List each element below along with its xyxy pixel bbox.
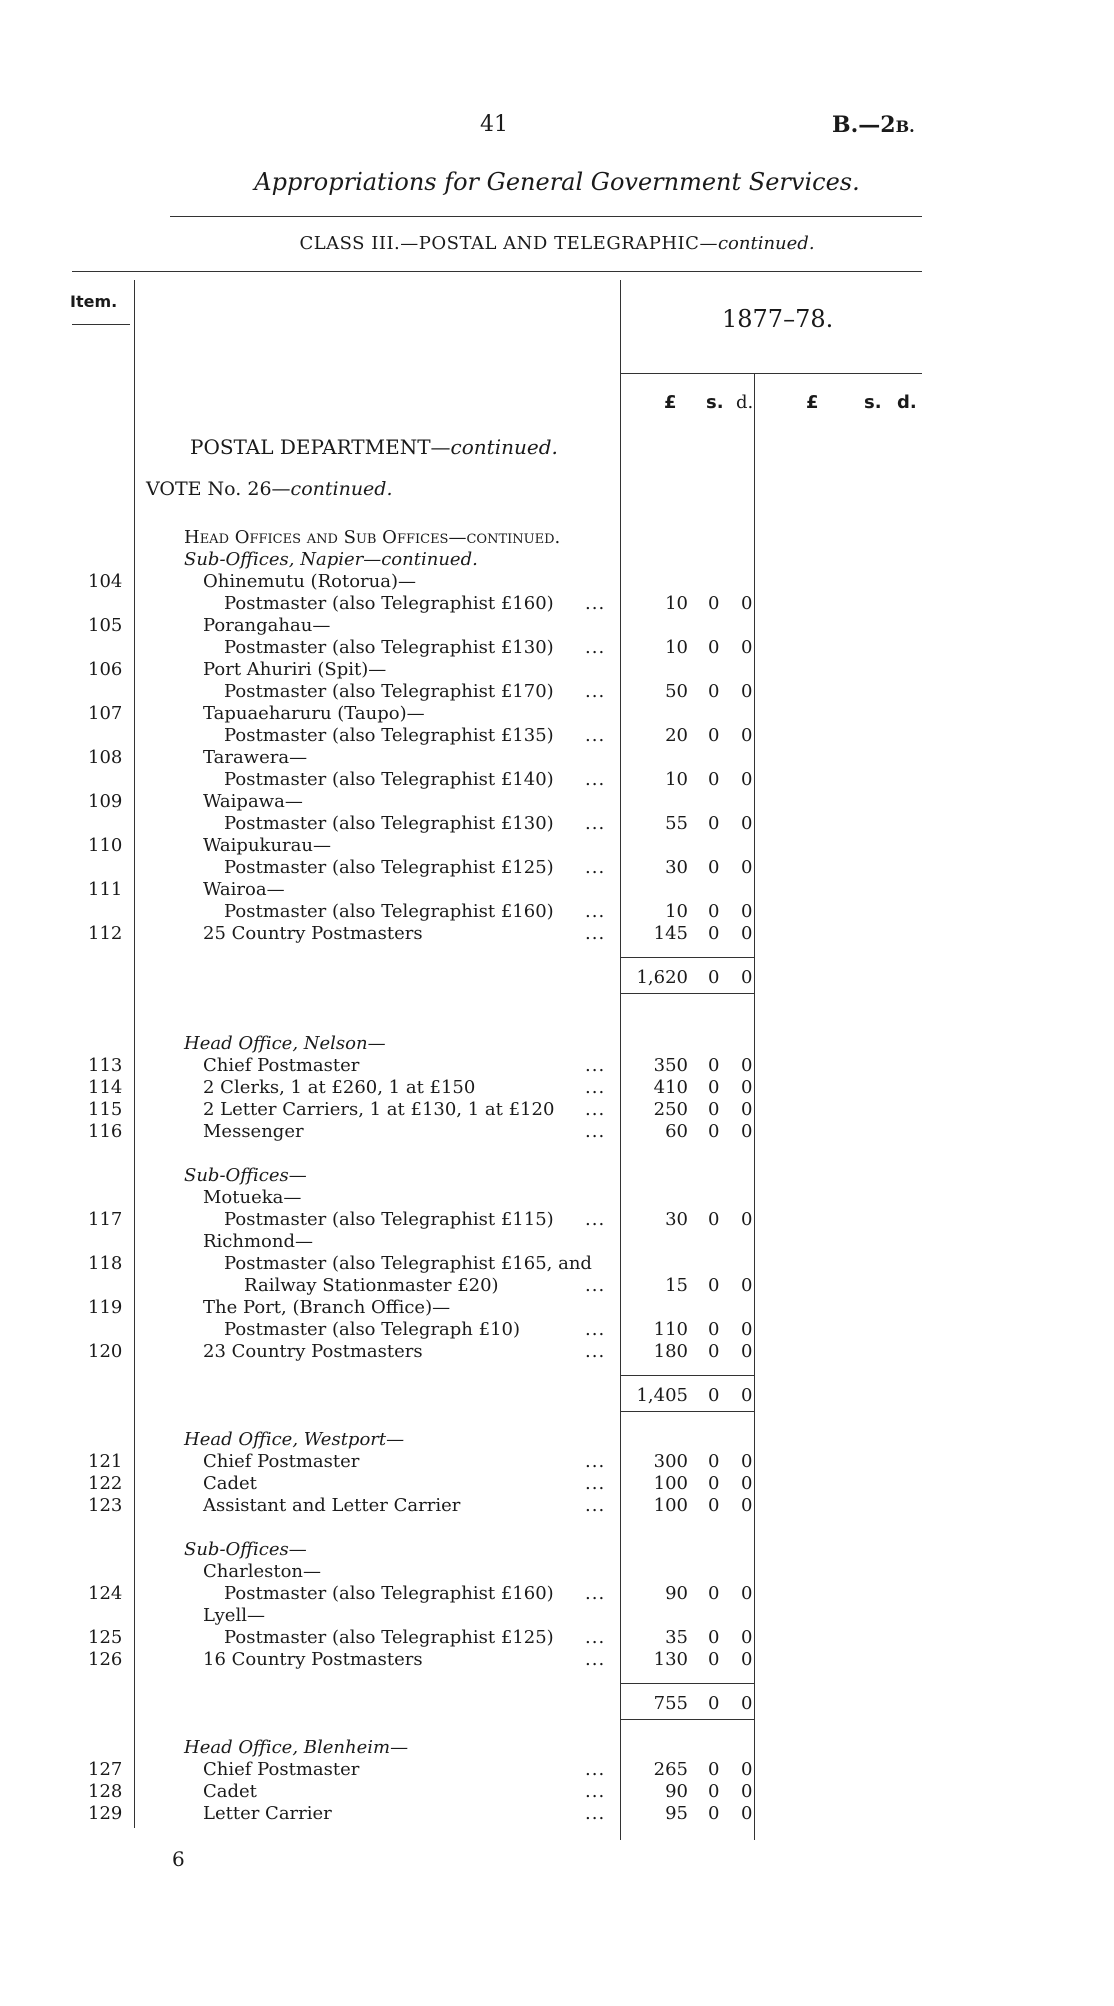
leader-dots: ... xyxy=(585,1451,606,1472)
table-row xyxy=(0,1231,1114,1253)
leader-dots: ... xyxy=(585,1275,606,1296)
amount-pence: 0 xyxy=(741,1077,753,1098)
item-number: 122 xyxy=(88,1473,123,1494)
amount-pounds: 30 xyxy=(665,1209,688,1230)
subtotal-row xyxy=(0,1385,1114,1407)
amount-shillings: 0 xyxy=(708,1451,720,1472)
shillings-header: s. xyxy=(706,392,724,413)
amount-pounds: 15 xyxy=(665,1275,688,1296)
table-row xyxy=(0,703,1114,725)
table-row xyxy=(0,1253,1114,1275)
amount-pence: 0 xyxy=(741,967,753,988)
amount-shillings: 0 xyxy=(708,901,720,922)
amount-pounds: 50 xyxy=(665,681,688,702)
subtotal-rule-bottom xyxy=(620,1411,754,1412)
department-title xyxy=(190,435,558,459)
amount-pounds: 1,405 xyxy=(636,1385,688,1406)
item-label: Motueka— xyxy=(203,1187,302,1208)
amount-pounds: 100 xyxy=(653,1473,688,1494)
amount-pounds: 10 xyxy=(665,769,688,790)
amount-pence: 0 xyxy=(741,1473,753,1494)
amount-pence: 0 xyxy=(741,901,753,922)
signature-mark: 6 xyxy=(172,1847,185,1871)
vote-title-suffix: continued. xyxy=(290,478,393,500)
item-number: 114 xyxy=(88,1077,123,1098)
amount-pounds: 20 xyxy=(665,725,688,746)
amount-pence: 0 xyxy=(741,1055,753,1076)
amount-pence: 0 xyxy=(741,1341,753,1362)
leader-dots: ... xyxy=(585,1055,606,1076)
item-label: Postmaster (also Telegraphist £125) xyxy=(224,1627,554,1648)
table-row xyxy=(0,1627,1114,1649)
item-label: 2 Clerks, 1 at £260, 1 at £150 xyxy=(203,1077,476,1098)
leader-dots: ... xyxy=(585,1121,606,1142)
item-label: 25 Country Postmasters xyxy=(203,923,423,944)
item-number: 116 xyxy=(88,1121,123,1142)
item-label: Lyell— xyxy=(203,1605,265,1626)
amount-pounds: 60 xyxy=(665,1121,688,1142)
item-label: Porangahau— xyxy=(203,615,331,636)
amount-shillings: 0 xyxy=(708,1341,720,1362)
item-label: Chief Postmaster xyxy=(203,1055,360,1076)
item-number: 106 xyxy=(88,659,123,680)
amount-shillings: 0 xyxy=(708,1473,720,1494)
item-label: Postmaster (also Telegraphist £160) xyxy=(224,1583,554,1604)
item-label: 16 Country Postmasters xyxy=(203,1649,423,1670)
section-heading: Sub-Offices— xyxy=(184,1165,307,1186)
amount-shillings: 0 xyxy=(708,1693,720,1714)
table-row xyxy=(0,549,1114,571)
class-heading xyxy=(0,233,1114,254)
table-row xyxy=(0,1165,1114,1187)
amount-pounds: 30 xyxy=(665,857,688,878)
amount-shillings: 0 xyxy=(708,813,720,834)
department-title-suffix: continued. xyxy=(450,435,558,459)
amount-shillings: 0 xyxy=(708,1649,720,1670)
table-row xyxy=(0,659,1114,681)
amount-pounds: 95 xyxy=(665,1803,688,1824)
table-row xyxy=(0,835,1114,857)
leader-dots: ... xyxy=(585,681,606,702)
class-heading-suffix: continued. xyxy=(717,233,815,254)
reference-suffix: B. xyxy=(895,117,915,136)
table-row xyxy=(0,1803,1114,1825)
amount-pence: 0 xyxy=(741,1209,753,1230)
table-row xyxy=(0,1561,1114,1583)
table-row xyxy=(0,923,1114,945)
item-label: Postmaster (also Telegraphist £160) xyxy=(224,901,554,922)
amount-shillings: 0 xyxy=(708,1583,720,1604)
department-title-main: POSTAL DEPARTMENT— xyxy=(190,435,451,459)
item-number: 109 xyxy=(88,791,123,812)
amount-pounds: 180 xyxy=(653,1341,688,1362)
item-label: Chief Postmaster xyxy=(203,1759,360,1780)
item-label: Postmaster (also Telegraphist £160) xyxy=(224,593,554,614)
table-row xyxy=(0,857,1114,879)
item-number: 120 xyxy=(88,1341,123,1362)
amount-shillings: 0 xyxy=(708,1121,720,1142)
amount-pence: 0 xyxy=(741,1627,753,1648)
amount-pounds: 110 xyxy=(653,1319,688,1340)
table-row xyxy=(0,593,1114,615)
table-row xyxy=(0,1605,1114,1627)
table-row xyxy=(0,1187,1114,1209)
item-label: Postmaster (also Telegraphist £165, and xyxy=(224,1253,592,1274)
item-number: 128 xyxy=(88,1781,123,1802)
amount-pence: 0 xyxy=(741,1649,753,1670)
amount-pounds: 90 xyxy=(665,1583,688,1604)
amount-shillings: 0 xyxy=(708,1627,720,1648)
amount-pence: 0 xyxy=(741,923,753,944)
leader-dots: ... xyxy=(585,1473,606,1494)
subtotal-rule-top xyxy=(620,1375,754,1376)
leader-dots: ... xyxy=(585,593,606,614)
table-row xyxy=(0,1099,1114,1121)
page-title: Appropriations for General Government Services. xyxy=(254,168,860,196)
item-number: 108 xyxy=(88,747,123,768)
amount-pence: 0 xyxy=(741,813,753,834)
item-number: 110 xyxy=(88,835,123,856)
amount-pence: 0 xyxy=(741,1275,753,1296)
table-row xyxy=(0,1077,1114,1099)
section-heading: Head Office, Blenheim— xyxy=(184,1737,409,1758)
item-label: Postmaster (also Telegraphist £125) xyxy=(224,857,554,878)
table-row xyxy=(0,1649,1114,1671)
subtotal-rule-top xyxy=(620,1683,754,1684)
leader-dots: ... xyxy=(585,813,606,834)
amount-pence: 0 xyxy=(741,1451,753,1472)
item-label: Chief Postmaster xyxy=(203,1451,360,1472)
leader-dots: ... xyxy=(585,1781,606,1802)
leader-dots: ... xyxy=(585,769,606,790)
amount-pounds: 250 xyxy=(653,1099,688,1120)
item-label: Waipawa— xyxy=(203,791,303,812)
item-label: Tarawera— xyxy=(203,747,308,768)
amount-pounds: 10 xyxy=(665,593,688,614)
item-number: 115 xyxy=(88,1099,123,1120)
leader-dots: ... xyxy=(585,1099,606,1120)
table-row xyxy=(0,571,1114,593)
amount-pounds: 410 xyxy=(653,1077,688,1098)
amount-pence: 0 xyxy=(741,1781,753,1802)
item-label: Waipukurau— xyxy=(203,835,331,856)
leader-dots: ... xyxy=(585,1627,606,1648)
table-row xyxy=(0,1055,1114,1077)
amount-shillings: 0 xyxy=(708,1759,720,1780)
vote-title xyxy=(146,478,393,500)
table-row xyxy=(0,901,1114,923)
amount-shillings: 0 xyxy=(708,857,720,878)
table-row xyxy=(0,747,1114,769)
leader-dots: ... xyxy=(585,637,606,658)
item-number: 126 xyxy=(88,1649,123,1670)
table-row xyxy=(0,1319,1114,1341)
table-row xyxy=(0,527,1114,549)
item-label: Letter Carrier xyxy=(203,1803,332,1824)
table-row xyxy=(0,1209,1114,1231)
amount-shillings: 0 xyxy=(708,637,720,658)
amount-pence: 0 xyxy=(741,1583,753,1604)
leader-dots: ... xyxy=(585,1803,606,1824)
item-label: 23 Country Postmasters xyxy=(203,1341,423,1362)
subtotal-row xyxy=(0,1693,1114,1715)
item-label: Postmaster (also Telegraphist £135) xyxy=(224,725,554,746)
shillings-header-2: s. xyxy=(864,392,882,413)
subtotal-row xyxy=(0,967,1114,989)
item-number: 127 xyxy=(88,1759,123,1780)
item-number: 105 xyxy=(88,615,123,636)
table-row xyxy=(0,813,1114,835)
amount-pence: 0 xyxy=(741,1099,753,1120)
vote-title-main: VOTE No. 26— xyxy=(146,478,291,500)
amount-pounds: 100 xyxy=(653,1495,688,1516)
amount-shillings: 0 xyxy=(708,1077,720,1098)
item-label: Charleston— xyxy=(203,1561,322,1582)
amount-pounds: 300 xyxy=(653,1451,688,1472)
amount-pounds: 10 xyxy=(665,637,688,658)
amount-shillings: 0 xyxy=(708,1781,720,1802)
table-row xyxy=(0,1429,1114,1451)
pence-header-2: d. xyxy=(897,392,917,413)
amount-shillings: 0 xyxy=(708,1495,720,1516)
amount-pence: 0 xyxy=(741,1121,753,1142)
item-number: 129 xyxy=(88,1803,123,1824)
section-heading: Head Offices and Sub Offices—continued. xyxy=(184,527,561,548)
amount-pence: 0 xyxy=(741,637,753,658)
header-top-rule xyxy=(72,271,922,272)
item-number: 111 xyxy=(88,879,123,900)
item-label: Cadet xyxy=(203,1473,257,1494)
amount-shillings: 0 xyxy=(708,923,720,944)
table-row xyxy=(0,1033,1114,1055)
amount-shillings: 0 xyxy=(708,1803,720,1824)
table-row xyxy=(0,879,1114,901)
amount-pence: 0 xyxy=(741,1759,753,1780)
amount-pence: 0 xyxy=(741,681,753,702)
table-row xyxy=(0,1583,1114,1605)
leader-dots: ... xyxy=(585,1759,606,1780)
item-label: Postmaster (also Telegraphist £130) xyxy=(224,637,554,658)
amount-shillings: 0 xyxy=(708,725,720,746)
pounds-header: £ xyxy=(664,392,677,413)
table-row xyxy=(0,791,1114,813)
table-row xyxy=(0,1297,1114,1319)
item-number: 117 xyxy=(88,1209,123,1230)
amount-shillings: 0 xyxy=(708,593,720,614)
amount-shillings: 0 xyxy=(708,1385,720,1406)
item-label: Postmaster (also Telegraphist £115) xyxy=(224,1209,554,1230)
leader-dots: ... xyxy=(585,1209,606,1230)
amount-pounds: 35 xyxy=(665,1627,688,1648)
item-label: Tapuaeharuru (Taupo)— xyxy=(203,703,425,724)
amount-pounds: 265 xyxy=(653,1759,688,1780)
amount-pence: 0 xyxy=(741,1693,753,1714)
title-rule xyxy=(170,216,922,217)
pence-header: d. xyxy=(736,392,754,413)
subtotal-rule-bottom xyxy=(620,993,754,994)
item-label: Cadet xyxy=(203,1781,257,1802)
page-number: 41 xyxy=(480,112,508,137)
money-header-rule xyxy=(620,373,922,374)
leader-dots: ... xyxy=(585,1583,606,1604)
item-number: 112 xyxy=(88,923,123,944)
amount-shillings: 0 xyxy=(708,681,720,702)
table-row xyxy=(0,1759,1114,1781)
amount-pence: 0 xyxy=(741,593,753,614)
leader-dots: ... xyxy=(585,923,606,944)
leader-dots: ... xyxy=(585,1341,606,1362)
table-row xyxy=(0,1495,1114,1517)
section-heading: Sub-Offices, Napier—continued. xyxy=(184,549,478,570)
amount-shillings: 0 xyxy=(708,967,720,988)
item-number: 123 xyxy=(88,1495,123,1516)
item-number: 118 xyxy=(88,1253,123,1274)
amount-pounds: 10 xyxy=(665,901,688,922)
item-label: Postmaster (also Telegraphist £140) xyxy=(224,769,554,790)
amount-pounds: 1,620 xyxy=(636,967,688,988)
amount-shillings: 0 xyxy=(708,1319,720,1340)
section-heading: Head Office, Westport— xyxy=(184,1429,405,1450)
amount-pounds: 350 xyxy=(653,1055,688,1076)
item-label: Port Ahuriri (Spit)— xyxy=(203,659,387,680)
amount-pounds: 130 xyxy=(653,1649,688,1670)
item-label: Ohinemutu (Rotorua)— xyxy=(203,571,416,592)
item-label: Postmaster (also Telegraph £10) xyxy=(224,1319,520,1340)
item-label: Richmond— xyxy=(203,1231,314,1252)
item-column-header: Item. xyxy=(70,292,118,311)
item-label: Wairoa— xyxy=(203,879,285,900)
amount-shillings: 0 xyxy=(708,769,720,790)
table-row xyxy=(0,681,1114,703)
document-reference xyxy=(832,112,915,138)
item-number: 113 xyxy=(88,1055,123,1076)
leader-dots: ... xyxy=(585,1649,606,1670)
item-number: 124 xyxy=(88,1583,123,1604)
table-row xyxy=(0,637,1114,659)
item-label: Railway Stationmaster £20) xyxy=(244,1275,499,1296)
amount-pounds: 90 xyxy=(665,1781,688,1802)
table-row xyxy=(0,1781,1114,1803)
table-row xyxy=(0,769,1114,791)
subtotal-rule-bottom xyxy=(620,1719,754,1720)
leader-dots: ... xyxy=(585,725,606,746)
item-label: 2 Letter Carriers, 1 at £130, 1 at £120 xyxy=(203,1099,555,1120)
item-number: 121 xyxy=(88,1451,123,1472)
amount-pence: 0 xyxy=(741,1495,753,1516)
amount-shillings: 0 xyxy=(708,1275,720,1296)
table-row xyxy=(0,1737,1114,1759)
item-header-underline xyxy=(72,324,130,325)
table-row xyxy=(0,1121,1114,1143)
amount-pence: 0 xyxy=(741,857,753,878)
table-row xyxy=(0,615,1114,637)
table-row xyxy=(0,1341,1114,1363)
item-label: Postmaster (also Telegraphist £170) xyxy=(224,681,554,702)
leader-dots: ... xyxy=(585,901,606,922)
item-label: Assistant and Letter Carrier xyxy=(203,1495,461,1516)
leader-dots: ... xyxy=(585,1495,606,1516)
amount-pence: 0 xyxy=(741,769,753,790)
class-heading-main: CLASS III.—POSTAL AND TELEGRAPHIC— xyxy=(299,233,718,254)
item-label: Postmaster (also Telegraphist £130) xyxy=(224,813,554,834)
table-row xyxy=(0,1451,1114,1473)
leader-dots: ... xyxy=(585,1319,606,1340)
item-number: 119 xyxy=(88,1297,123,1318)
amount-pounds: 55 xyxy=(665,813,688,834)
amount-pounds: 755 xyxy=(653,1693,688,1714)
table-row xyxy=(0,1539,1114,1561)
table-row xyxy=(0,725,1114,747)
amount-pence: 0 xyxy=(741,725,753,746)
amount-shillings: 0 xyxy=(708,1099,720,1120)
item-number: 125 xyxy=(88,1627,123,1648)
section-heading: Head Office, Nelson— xyxy=(184,1033,386,1054)
amount-pence: 0 xyxy=(741,1803,753,1824)
item-number: 104 xyxy=(88,571,123,592)
amount-pounds: 145 xyxy=(653,923,688,944)
item-label: Messenger xyxy=(203,1121,304,1142)
reference-main: B.—2 xyxy=(832,112,896,138)
table-row xyxy=(0,1473,1114,1495)
amount-shillings: 0 xyxy=(708,1209,720,1230)
leader-dots: ... xyxy=(585,1077,606,1098)
subtotal-rule-top xyxy=(620,957,754,958)
amount-pence: 0 xyxy=(741,1385,753,1406)
amount-shillings: 0 xyxy=(708,1055,720,1076)
item-label: The Port, (Branch Office)— xyxy=(203,1297,451,1318)
pounds-header-2: £ xyxy=(806,392,819,413)
table-row xyxy=(0,1275,1114,1297)
item-number: 107 xyxy=(88,703,123,724)
year-header: 1877–78. xyxy=(722,305,834,333)
amount-pence: 0 xyxy=(741,1319,753,1340)
leader-dots: ... xyxy=(585,857,606,878)
section-heading: Sub-Offices— xyxy=(184,1539,307,1560)
